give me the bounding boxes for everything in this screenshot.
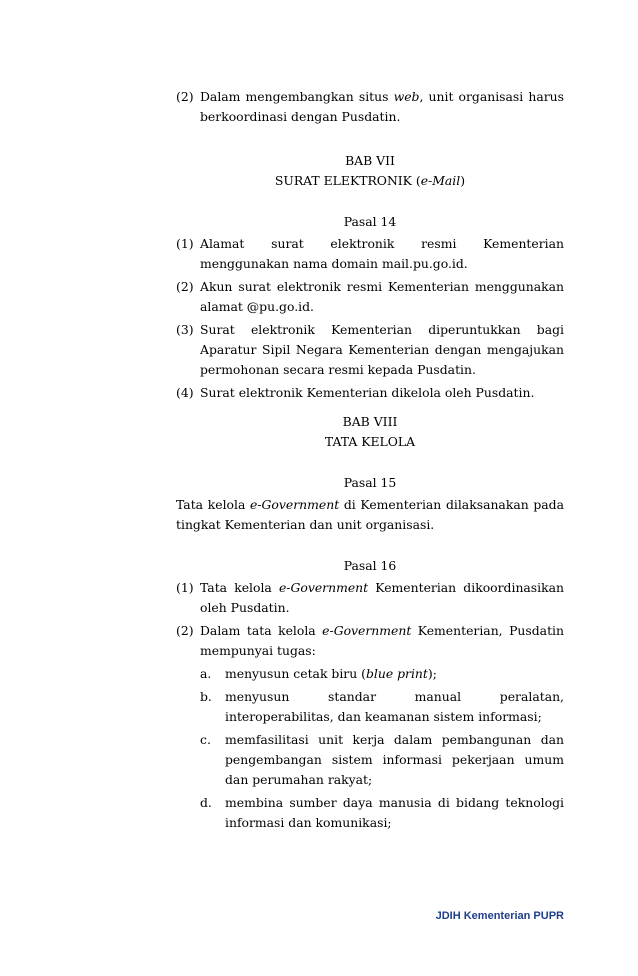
pasal16-subitem-a: a. menyusun cetak biru (blue print); <box>200 666 437 681</box>
pasal14-item-1: (1) Alamat surat elektronik resmi Kementerian menggunakan nama domain mail.pu.go.id. <box>176 236 564 271</box>
bab8-title: BAB VIII <box>342 414 398 429</box>
pasal15-title: Pasal 15 <box>343 475 397 490</box>
pasal16-subitem-c: c. memfasilitasi unit kerja dalam pembangunan dan pengembangan sistem informasi pekerjaan umum dan perumahan rakyat; <box>200 732 564 787</box>
bab7-subtitle: SURAT ELEKTRONIK (e-Mail) <box>274 173 466 188</box>
pasal16-item-1: (1) Tata kelola e-Government Kementerian dikoordinasikan oleh Pusdatin. <box>176 580 565 615</box>
pasal13-item-2 <box>176 87 564 127</box>
item-number: (2) <box>176 89 194 104</box>
pasal16-title: Pasal 16 <box>343 558 397 573</box>
pasal14-item-3: (3) Surat elektronik Kementerian diperuntukkan bagi Aparatur Sipil Negara Kementerian dengan mengajukan permohonan secara resmi kepada Pusdatin. <box>176 322 564 377</box>
pasal16-subitem-d: d. membina sumber daya manusia di bidang teknologi informasi dan komunikasi; <box>200 795 564 830</box>
bab8-subtitle: TATA KELOLA <box>324 434 416 449</box>
pasal16-item-2: (2) Dalam tata kelola e-Government Kementerian, Pusdatin mempunyai tugas: <box>176 623 564 658</box>
document-body <box>176 87 564 836</box>
pasal16-subitem-b: b. menyusun standar manual peralatan, interoperabilitas, dan keamanan sistem informasi; <box>200 689 564 724</box>
pasal14-title: Pasal 14 <box>343 214 397 229</box>
footer-source-label: JDIH Kementerian PUPR <box>435 910 564 922</box>
pasal14-item-4: (4) Surat elektronik Kementerian dikelola oleh Pusdatin. <box>176 385 535 400</box>
bab7-title: BAB VII <box>345 153 395 168</box>
pasal15-text: Tata kelola e-Government di Kementerian dilaksanakan pada tingkat Kementerian dan unit organisasi. <box>176 497 565 532</box>
item-text: Dalam mengembangkan situs web, unit organisasi harus berkoordinasi dengan Pusdatin. <box>200 89 564 124</box>
pasal14-item-2: (2) Akun surat elektronik resmi Kementerian menggunakan alamat @pu.go.id. <box>176 279 564 314</box>
